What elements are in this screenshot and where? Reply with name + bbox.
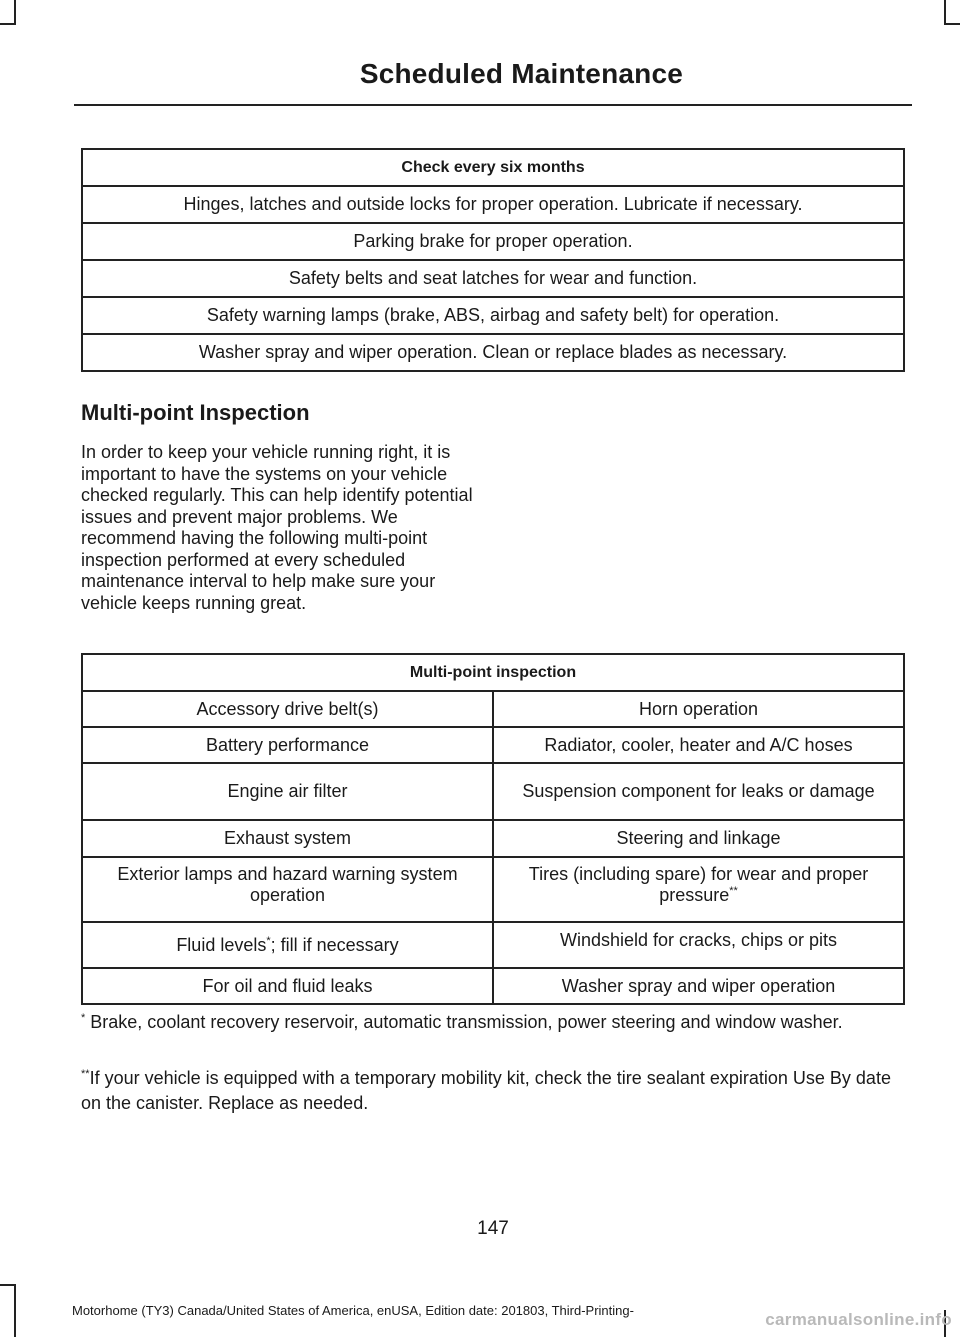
table-header: Multi-point inspection: [82, 654, 904, 691]
table-cell: Engine air filter: [82, 763, 493, 820]
crop-mark: [14, 0, 16, 24]
footnote: [81, 1010, 911, 1035]
table-row: [82, 857, 904, 922]
footnote-text: If your vehicle is equipped with a temporary mobility kit, check the tire sealant expiration Use By date on the canister. Replace as needed.: [81, 1068, 891, 1113]
table-header: Check every six months: [82, 149, 904, 186]
table-cell: Hinges, latches and outside locks for proper operation. Lubricate if necessary.: [82, 186, 904, 223]
table-cell: Accessory drive belt(s): [82, 691, 493, 727]
intro-paragraph: In order to keep your vehicle running right, it is important to have the systems on your vehicle checked regularly. This can help identify potential issues and prevent major problems. We recommend having the following multi-point inspection performed at every scheduled maintenance interval to help make sure your vehicle keeps running great.: [81, 442, 473, 613]
footnote-marker: *: [266, 934, 271, 947]
table-cell: Safety belts and seat latches for wear and function.: [82, 260, 904, 297]
page-number: 147: [477, 1218, 509, 1239]
table-cell: Horn operation: [493, 691, 904, 727]
table-cell: Washer spray and wiper operation. Clean or replace blades as necessary.: [82, 334, 904, 371]
crop-mark: [944, 23, 960, 25]
table-row: [82, 968, 904, 1004]
table-cell: For oil and fluid leaks: [82, 968, 493, 1004]
cell-text: Tires (including spare) for wear and proper pressure: [528, 864, 869, 905]
table-cell: Battery performance: [82, 727, 493, 763]
table-row: [82, 763, 904, 820]
section-heading: Multi-point Inspection: [81, 400, 310, 425]
header-divider: [74, 104, 912, 106]
table-row: [82, 727, 904, 763]
footnote-text: Brake, coolant recovery reservoir, automatic transmission, power steering and window washer.: [85, 1012, 843, 1032]
table-cell: Suspension component for leaks or damage: [493, 763, 904, 820]
table-cell: Steering and linkage: [493, 820, 904, 857]
table-row: [82, 297, 904, 334]
footnote-marker: *: [81, 1012, 86, 1024]
footnote-marker: **: [81, 1068, 90, 1080]
cell-text: ; fill if necessary: [270, 934, 399, 955]
page-title: Scheduled Maintenance: [359, 58, 683, 89]
footnote-marker: **: [729, 885, 738, 897]
table-cell: Washer spray and wiper operation: [493, 968, 904, 1004]
table-row: [82, 691, 904, 727]
multi-point-inspection-table: [81, 653, 905, 1005]
table-row: [82, 186, 904, 223]
crop-mark: [0, 1284, 16, 1286]
crop-mark: [0, 23, 16, 25]
table-cell: Parking brake for proper operation.: [82, 223, 904, 260]
footer-edition-text: Motorhome (TY3) Canada/United States of America, enUSA, Edition date: 201803, Third-Printing-: [72, 1303, 634, 1318]
table-cell: Radiator, cooler, heater and A/C hoses: [493, 727, 904, 763]
table-cell: Windshield for cracks, chips or pits: [493, 922, 904, 968]
watermark: carmanualsonline.info: [765, 1310, 952, 1329]
table-cell: Safety warning lamps (brake, ABS, airbag and safety belt) for operation.: [82, 297, 904, 334]
table-row: [82, 334, 904, 371]
table-row: [82, 820, 904, 857]
footnote: [81, 1066, 911, 1116]
six-month-check-table: [81, 148, 905, 372]
cell-text: Exterior lamps and hazard warning system operation: [117, 864, 458, 905]
table-cell: [82, 922, 493, 968]
table-cell: [493, 857, 904, 922]
table-row: [82, 260, 904, 297]
table-cell: [82, 857, 493, 922]
table-row: [82, 223, 904, 260]
cell-text: Fluid levels: [176, 934, 267, 955]
table-cell: Exhaust system: [82, 820, 493, 857]
crop-mark: [944, 0, 946, 24]
crop-mark: [14, 1284, 16, 1337]
table-row: [82, 922, 904, 968]
